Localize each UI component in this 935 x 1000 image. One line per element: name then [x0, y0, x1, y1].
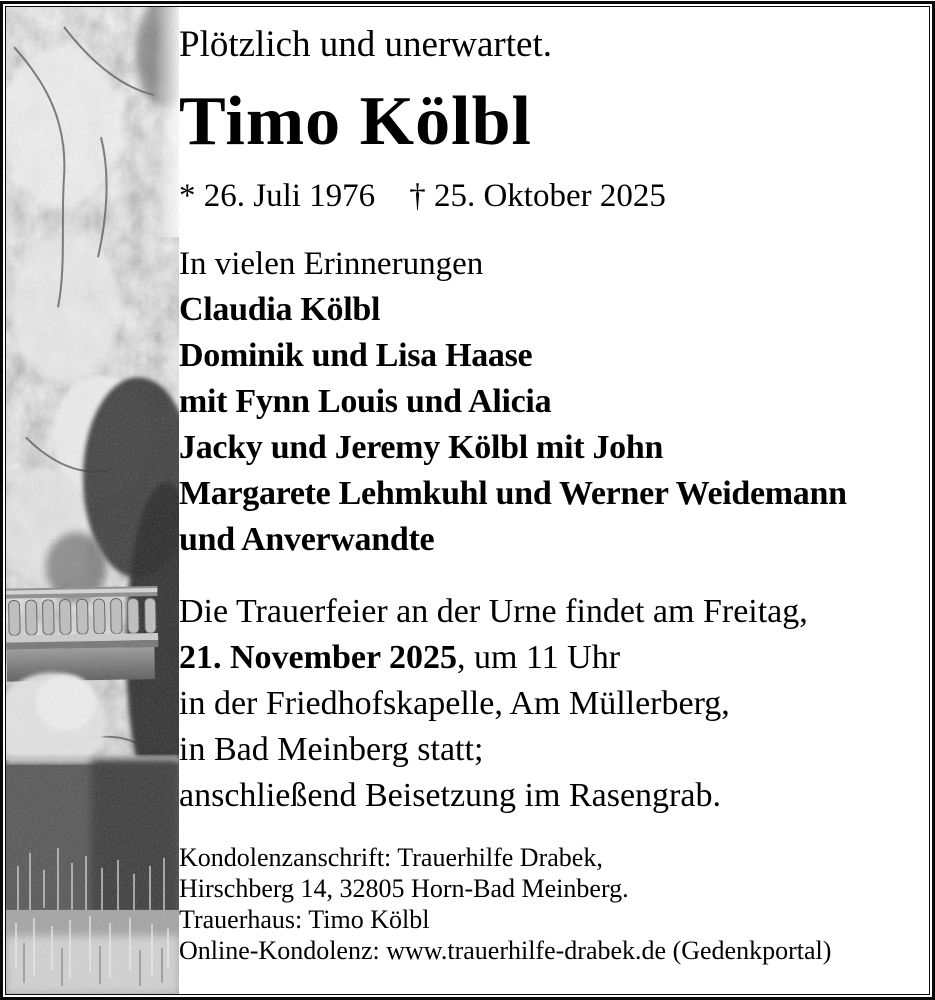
funeral-home-line: Trauerhaus: Timo Kölbl [179, 905, 430, 934]
online-condolence-line: Online-Kondolenz: www.trauerhilfe-drabek.de (Gedenkportal) [179, 936, 832, 965]
intro-line: Plötzlich und unerwartet. [179, 24, 552, 65]
obituary-frame-outer [0, 1, 935, 1000]
obituary-frame-inner [5, 6, 930, 995]
birth-date: * 26. Juli 1976 [179, 178, 376, 214]
mourner-name: Dominik und Lisa Haase [179, 337, 533, 374]
mourner-name: Claudia Kölbl [179, 291, 381, 328]
condolence-details [179, 842, 923, 966]
condolence-address-line: Kondolenzanschrift: Trauerhilfe Drabek, [179, 843, 603, 872]
service-line: Die Trauerfeier an der Urne findet am Freitag, [179, 593, 808, 630]
mourner-name: und Anverwandte [179, 521, 435, 558]
service-line: anschließend Beisetzung im Rasengrab. [179, 777, 721, 814]
service-time: , um 11 Uhr [456, 639, 621, 676]
service-date: 21. November 2025 [179, 639, 457, 676]
mourners-heading: In vielen Erinnerungen [179, 246, 484, 282]
service-line: in der Friedhofskapelle, Am Müllerberg, [179, 685, 730, 722]
mourner-name: Jacky und Jeremy Kölbl mit John [179, 429, 664, 466]
memorial-photo [6, 7, 179, 994]
life-dates [179, 176, 923, 216]
mourner-name: mit Fynn Louis und Alicia [179, 383, 552, 420]
mourners-list [179, 287, 923, 563]
condolence-address-line: Hirschberg 14, 32805 Horn-Bad Meinberg. [179, 874, 629, 903]
obituary-text-column [179, 7, 923, 966]
service-details [179, 589, 923, 819]
service-line: in Bad Meinberg statt; [179, 731, 484, 768]
death-date: † 25. Oktober 2025 [409, 178, 666, 214]
service-date-line [179, 635, 923, 681]
mourner-name: Margarete Lehmkuhl und Werner Weidemann [179, 475, 847, 512]
deceased-name: Timo Kölbl [179, 83, 532, 160]
